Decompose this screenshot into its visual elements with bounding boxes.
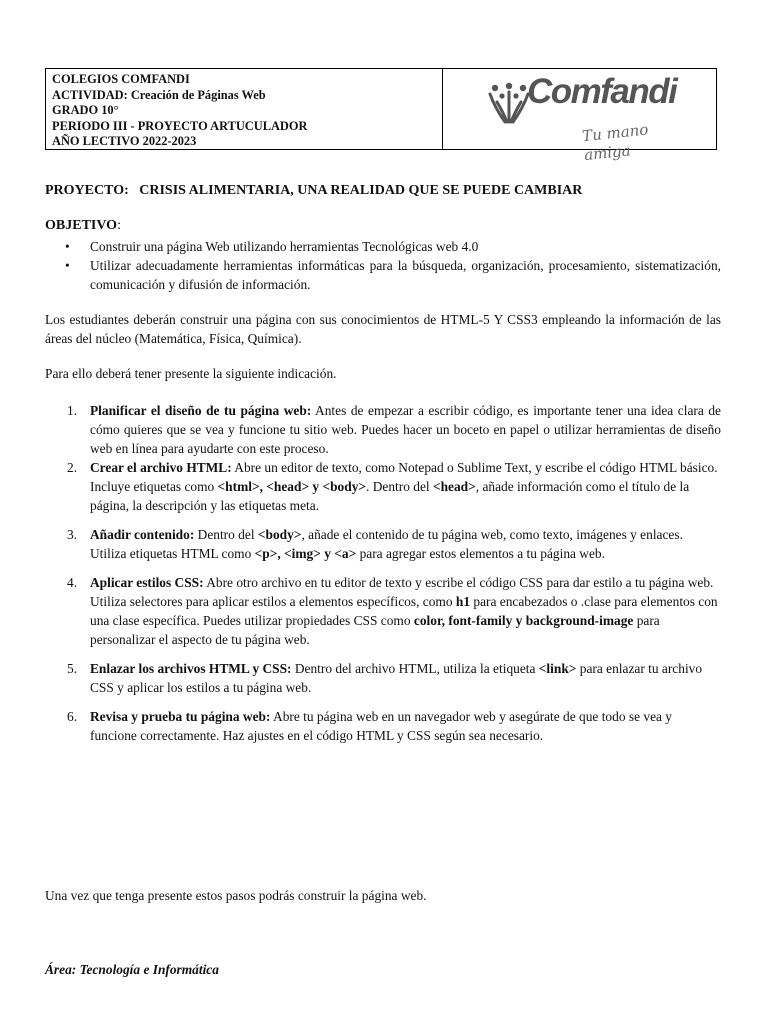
logo-tagline: Tu mano amiga	[581, 120, 650, 165]
step-title: Añadir contenido:	[90, 527, 195, 542]
step-text: para agregar estos elementos a tu página web.	[356, 546, 605, 561]
closing-paragraph: Una vez que tenga presente estos pasos podrás construir la página web.	[45, 888, 427, 903]
header-logo-cell	[443, 69, 716, 165]
project-name: CRISIS ALIMENTARIA, UNA REALIDAD QUE SE PUEDE CAMBIAR	[139, 183, 583, 198]
objective-bullet-2: Utilizar adecuadamente herramientas informáticas para la búsqueda, organización, procesamiento, sistematización, comunicación y difusión de información.	[90, 258, 721, 292]
objective-heading	[45, 216, 121, 235]
step-text: , añade el contenido de tu página web, como texto, imágenes y enlaces. Utiliza etiquetas HTML como	[90, 527, 683, 561]
step-item	[45, 573, 721, 649]
header-info	[46, 69, 443, 149]
header-school: COLEGIOS COMFANDI	[52, 72, 190, 86]
step-text: , añade información como el título de la página, la descripción y las etiquetas meta.	[90, 479, 690, 513]
step-text: para encabezados o .clase para elementos con una clase específica. Puedes utilizar propiedades CSS como	[90, 594, 718, 628]
step-title: Aplicar estilos CSS:	[90, 575, 204, 590]
bullet-icon: •	[65, 239, 70, 254]
step-text: para enlazar tu archivo CSS y aplicar los estilos a tu página web.	[90, 661, 703, 695]
step-code: <html>, <head> y <body>	[217, 479, 367, 494]
area-footer: Área: Tecnología e Informática	[45, 962, 219, 977]
logo-wordmark: Comfandi	[527, 72, 677, 111]
steps-list	[45, 401, 721, 745]
bullet-icon: •	[65, 258, 70, 273]
step-item	[45, 707, 721, 745]
header-grade: GRADO 10°	[52, 103, 119, 117]
step-text: Abre otro archivo en tu editor de texto y escribe el código CSS para dar estilo a tu página web. Utiliza selectores para aplicar estilos a elementos específicos, como	[90, 575, 714, 609]
comfandi-logo	[487, 72, 683, 165]
step-number: 3.	[67, 527, 78, 542]
step-item	[45, 525, 721, 563]
step-item	[45, 458, 721, 515]
step-title: Enlazar los archivos HTML y CSS:	[90, 661, 292, 676]
step-text: Abre un editor de texto, como Notepad o Sublime Text, y escribe el código HTML básico. Incluye etiquetas como	[90, 460, 718, 494]
step-text: para personalizar el aspecto de tu página web.	[90, 613, 660, 647]
step-text: Antes de empezar a escribir código, es importante tener una idea clara de cómo quieres que se vea y funcione tu sitio web. Puedes hacer un boceto en papel o utilizar herramientas de diseño web en línea para ayudarte con este proceso.	[90, 403, 722, 456]
objective-bullet-1: Construir una página Web utilizando herramientas Tecnológicas web 4.0	[90, 239, 479, 254]
step-text: Dentro del archivo HTML, utiliza la etiqueta	[291, 661, 539, 676]
step-title: Planificar el diseño de tu página web:	[90, 403, 312, 418]
header-year: AÑO LECTIVO 2022-2023	[52, 134, 197, 148]
list-item	[45, 237, 721, 256]
step-text: Dentro del	[194, 527, 258, 542]
objective-list	[45, 237, 721, 294]
step-title: Crear el archivo HTML:	[90, 460, 232, 475]
step-number: 5.	[67, 661, 78, 676]
objective-label: OBJETIVO	[45, 218, 118, 233]
step-code: color, font-family y background-image	[413, 613, 634, 628]
header-activity: ACTIVIDAD: Creación de Páginas Web	[52, 87, 266, 102]
step-code: <link>	[538, 661, 577, 676]
project-label: PROYECTO:	[45, 183, 129, 198]
step-code: <p>, <img> y <a>	[254, 546, 357, 561]
step-code: h1	[455, 594, 471, 609]
step-code: <head>	[432, 479, 476, 494]
step-number: 2.	[67, 460, 78, 475]
step-item	[45, 401, 721, 458]
step-number: 4.	[67, 575, 78, 590]
step-title: Revisa y prueba tu página web:	[90, 709, 271, 724]
step-text: . Dentro del	[366, 479, 433, 494]
step-code: <body>	[257, 527, 302, 542]
indication-paragraph: Para ello deberá tener presente la siguiente indicación.	[45, 366, 337, 381]
objective-colon: :	[117, 218, 121, 233]
list-item	[45, 256, 721, 294]
step-text: Abre tu página web en un navegador web y asegúrate de que todo se vea y funcione correctamente. Haz ajustes en el código HTML y CSS según sea necesario.	[90, 709, 672, 743]
step-number: 6.	[67, 709, 78, 724]
people-logo-icon	[487, 82, 531, 126]
step-number: 1.	[67, 403, 78, 418]
project-title	[45, 181, 582, 200]
header-table	[45, 68, 717, 165]
intro-paragraph: Los estudiantes deberán construir una página con sus conocimientos de HTML-5 Y CSS3 empleando la información de las áreas del núcleo (Matemática, Física, Química).	[45, 312, 721, 346]
step-item	[45, 659, 721, 697]
header-period: PERIODO III - PROYECTO ARTUCULADOR	[52, 118, 308, 133]
